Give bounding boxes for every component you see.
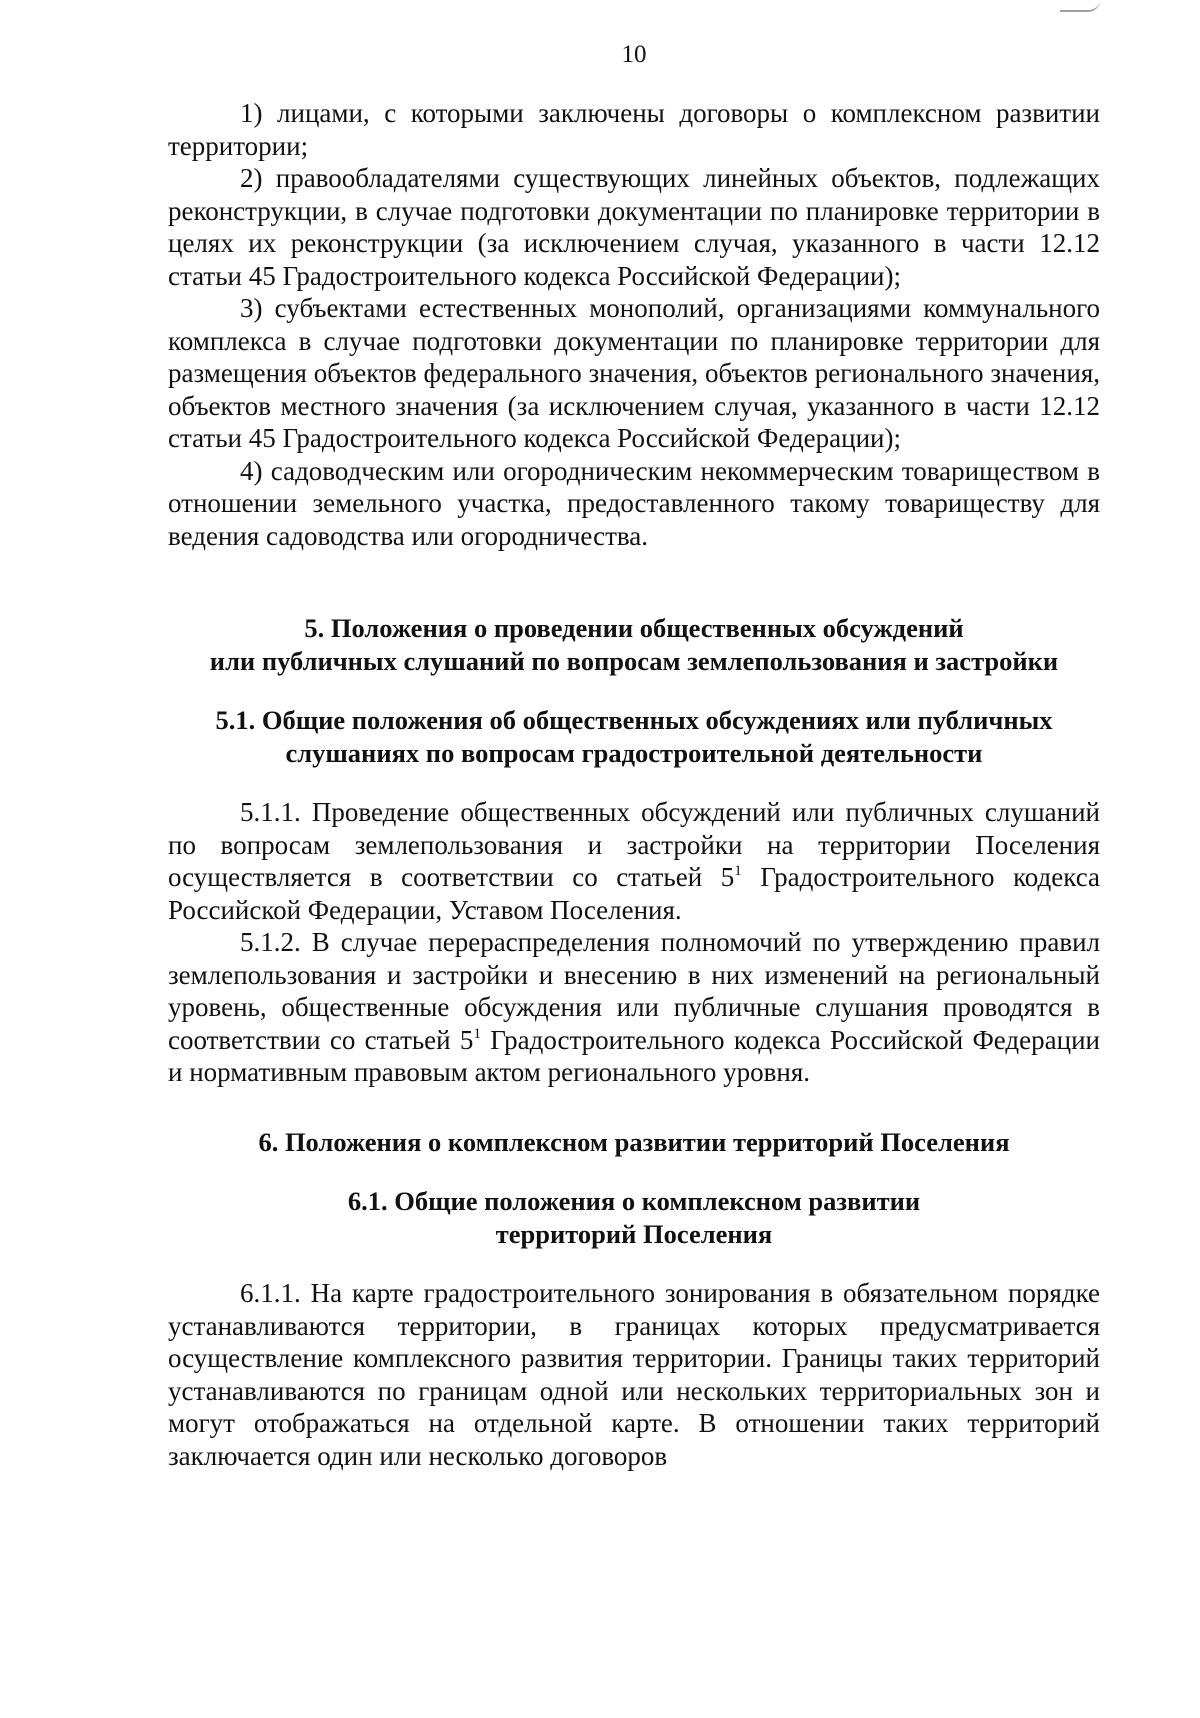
list-item-3: 3) субъектами естественных монополий, организациями коммунального комплекса в случае подготовки документации по планировке территории для размещения объектов федерального значения, объектов регионального значения, объектов местного значения (за исключением случая, указанного в части 12.12 статьи 45 Градостроительного кодекса Российской Федерации); <box>168 293 1100 453</box>
list-item-2: 2) правообладателями существующих линейных объектов, подлежащих реконструкции, в случае подготовки документации по планировке территории в целях их реконструкции (за исключением случая, указанного в части 12.12 статьи 45 Градостроительного кодекса Российской Федерации); <box>168 163 1100 291</box>
section-6-1-body <box>168 1277 1100 1472</box>
section-6-1-heading <box>168 1185 1100 1251</box>
list-item-1: 1) лицами, с которыми заключены договоры о комплексном развитии территории; <box>168 98 1100 161</box>
paragraph-5-1-2-superscript: 1 <box>473 1025 481 1042</box>
section-6-1-heading-line-2: территорий Поселения <box>495 1219 773 1249</box>
page-number: 10 <box>621 41 647 68</box>
list-item-4: 4) садоводческим или огородническим некоммерческим товариществом в отношении земельного участка, предоставленного такому товариществу для ведения садоводства или огородничества. <box>168 455 1100 551</box>
paragraph-5-1-2 <box>168 926 1100 1089</box>
section-5-1-body <box>168 796 1100 1089</box>
section-5-heading-line-2: или публичных слушаний по вопросам землепользования и застройки <box>209 646 1059 676</box>
paragraph-5-1-2-text: 5.1.2. В случае перераспределения полномочий по утверждению правил землепользования и застройки и внесению в них изменений на региональный уровень, общественные обсуждения или публичные слушания проводятся в соответствии со статьей 5 <box>168 927 1100 1055</box>
paragraph-5-1-1 <box>168 796 1100 926</box>
section-5-heading <box>168 612 1100 678</box>
section-6-heading <box>168 1126 1100 1159</box>
paragraph-5-1-2-text-end: Градостроительного кодекса Российской Федерации и нормативным правовым актом регионального уровня. <box>168 1024 1100 1087</box>
list-block <box>168 97 1100 552</box>
paragraph-5-1-1-text: 5.1.1. Проведение общественных обсуждений или публичных слушаний по вопросам землепользования и застройки на территории Поселения осуществляется в соответствии со статьей 5 <box>168 797 1100 892</box>
section-5-1-heading-line-1: 5.1. Общие положения об общественных обсуждениях или публичных <box>215 705 1053 735</box>
paragraph-6-1-1: 6.1.1. На карте градостроительного зонирования в обязательном порядке устанавливаются территории, в границах которых предусматривается осуществление комплексного развития территории. Границы таких территорий устанавливаются по границам одной или нескольких территориальных зон и могут отображаться на отдельной карте. В отношении таких территорий заключается один или несколько договоров <box>168 1278 1100 1471</box>
paragraph-5-1-1-superscript: 1 <box>734 863 742 879</box>
section-5-1-heading <box>168 704 1100 770</box>
document-page <box>168 0 1100 1718</box>
section-5-1-heading-line-2: слушаниях по вопросам градостроительной деятельности <box>285 738 983 768</box>
section-6-heading-line: 6. Положения о комплексном развитии территорий Поселения <box>258 1127 1010 1157</box>
paragraph-5-1-1-text-end: Градостроительного кодекса Российской Федерации, Уставом Поселения. <box>168 862 1100 925</box>
section-6-1-heading-line-1: 6.1. Общие положения о комплексном развитии <box>347 1186 921 1216</box>
section-5-heading-line-1: 5. Положения о проведении общественных обсуждений <box>304 613 964 643</box>
